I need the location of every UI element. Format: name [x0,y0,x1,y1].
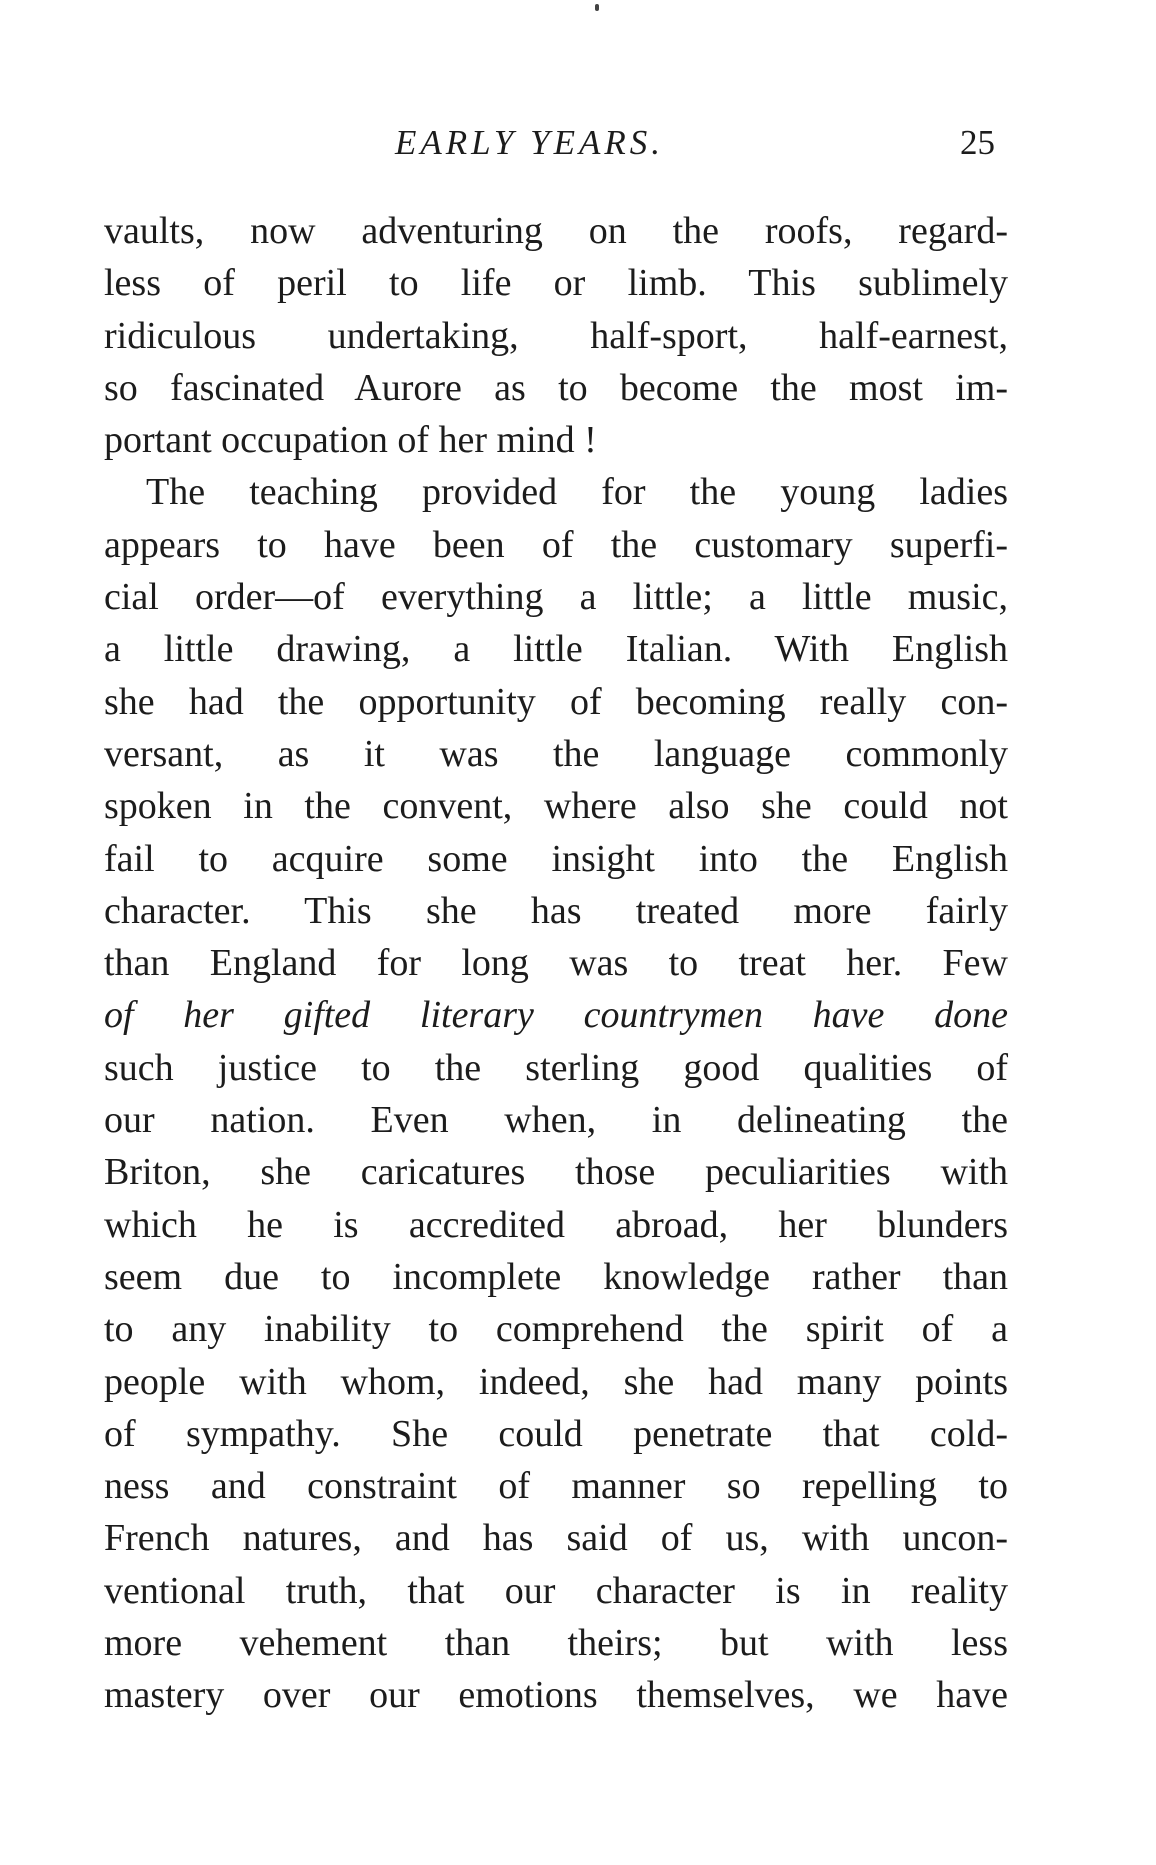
text-line: more vehement than theirs; but with less [104,1622,1008,1665]
text-line: The teaching provided for the young ladies [146,471,1008,514]
page-number: 25 [960,123,995,162]
running-title: EARLY YEARS. [395,123,664,162]
text-line: people with whom, indeed, she had many points [104,1360,1008,1403]
text-line: to any inability to comprehend the spirit of a [104,1308,1008,1351]
text-line: spoken in the convent, where also she could not [104,785,1008,828]
body-text [104,205,1008,1722]
text-line: she had the opportunity of becoming really con- [104,680,1008,723]
text-line: seem due to incomplete knowledge rather than [104,1255,1008,1298]
text-line: mastery over our emotions themselves, we have [104,1674,1008,1717]
text-line: a little drawing, a little Italian. With English [104,628,1008,671]
text-line: so fascinated Aurore as to become the most im- [104,366,1008,409]
text-line: than England for long was to treat her. Few [104,942,1008,985]
text-line: ventional truth, that our character is in reality [104,1569,1008,1612]
text-line: fail to acquire some insight into the English [104,837,1008,880]
text-line: of sympathy. She could penetrate that cold- [104,1412,1008,1455]
ink-speck [595,4,599,11]
text-line: ness and constraint of manner so repelling to [104,1465,1008,1508]
text-line: portant occupation of her mind ! [104,419,597,462]
text-line: character. This she has treated more fairly [104,889,1008,932]
text-line: such justice to the sterling good qualities of [104,1046,1008,1089]
text-line: ridiculous undertaking, half-sport, half-earnest, [104,314,1008,357]
text-line: appears to have been of the customary superfi- [104,523,1008,566]
running-head [0,118,1156,168]
text-line: cial order—of everything a little; a little music, [104,576,1008,619]
text-line: Briton, she caricatures those peculiarities with [104,1151,1008,1194]
text-line: vaults, now adventuring on the roofs, regard- [104,210,1008,252]
text-line: French natures, and has said of us, with uncon- [104,1517,1008,1560]
text-line: our nation. Even when, in delineating the [104,1099,1008,1142]
text-line: versant, as it was the language commonly [104,732,1008,775]
text-line: which he is accredited abroad, her blunders [104,1203,1008,1246]
text-line: of her gifted literary countrymen have done [104,994,1008,1037]
text-line: less of peril to life or limb. This sublimely [104,262,1008,305]
